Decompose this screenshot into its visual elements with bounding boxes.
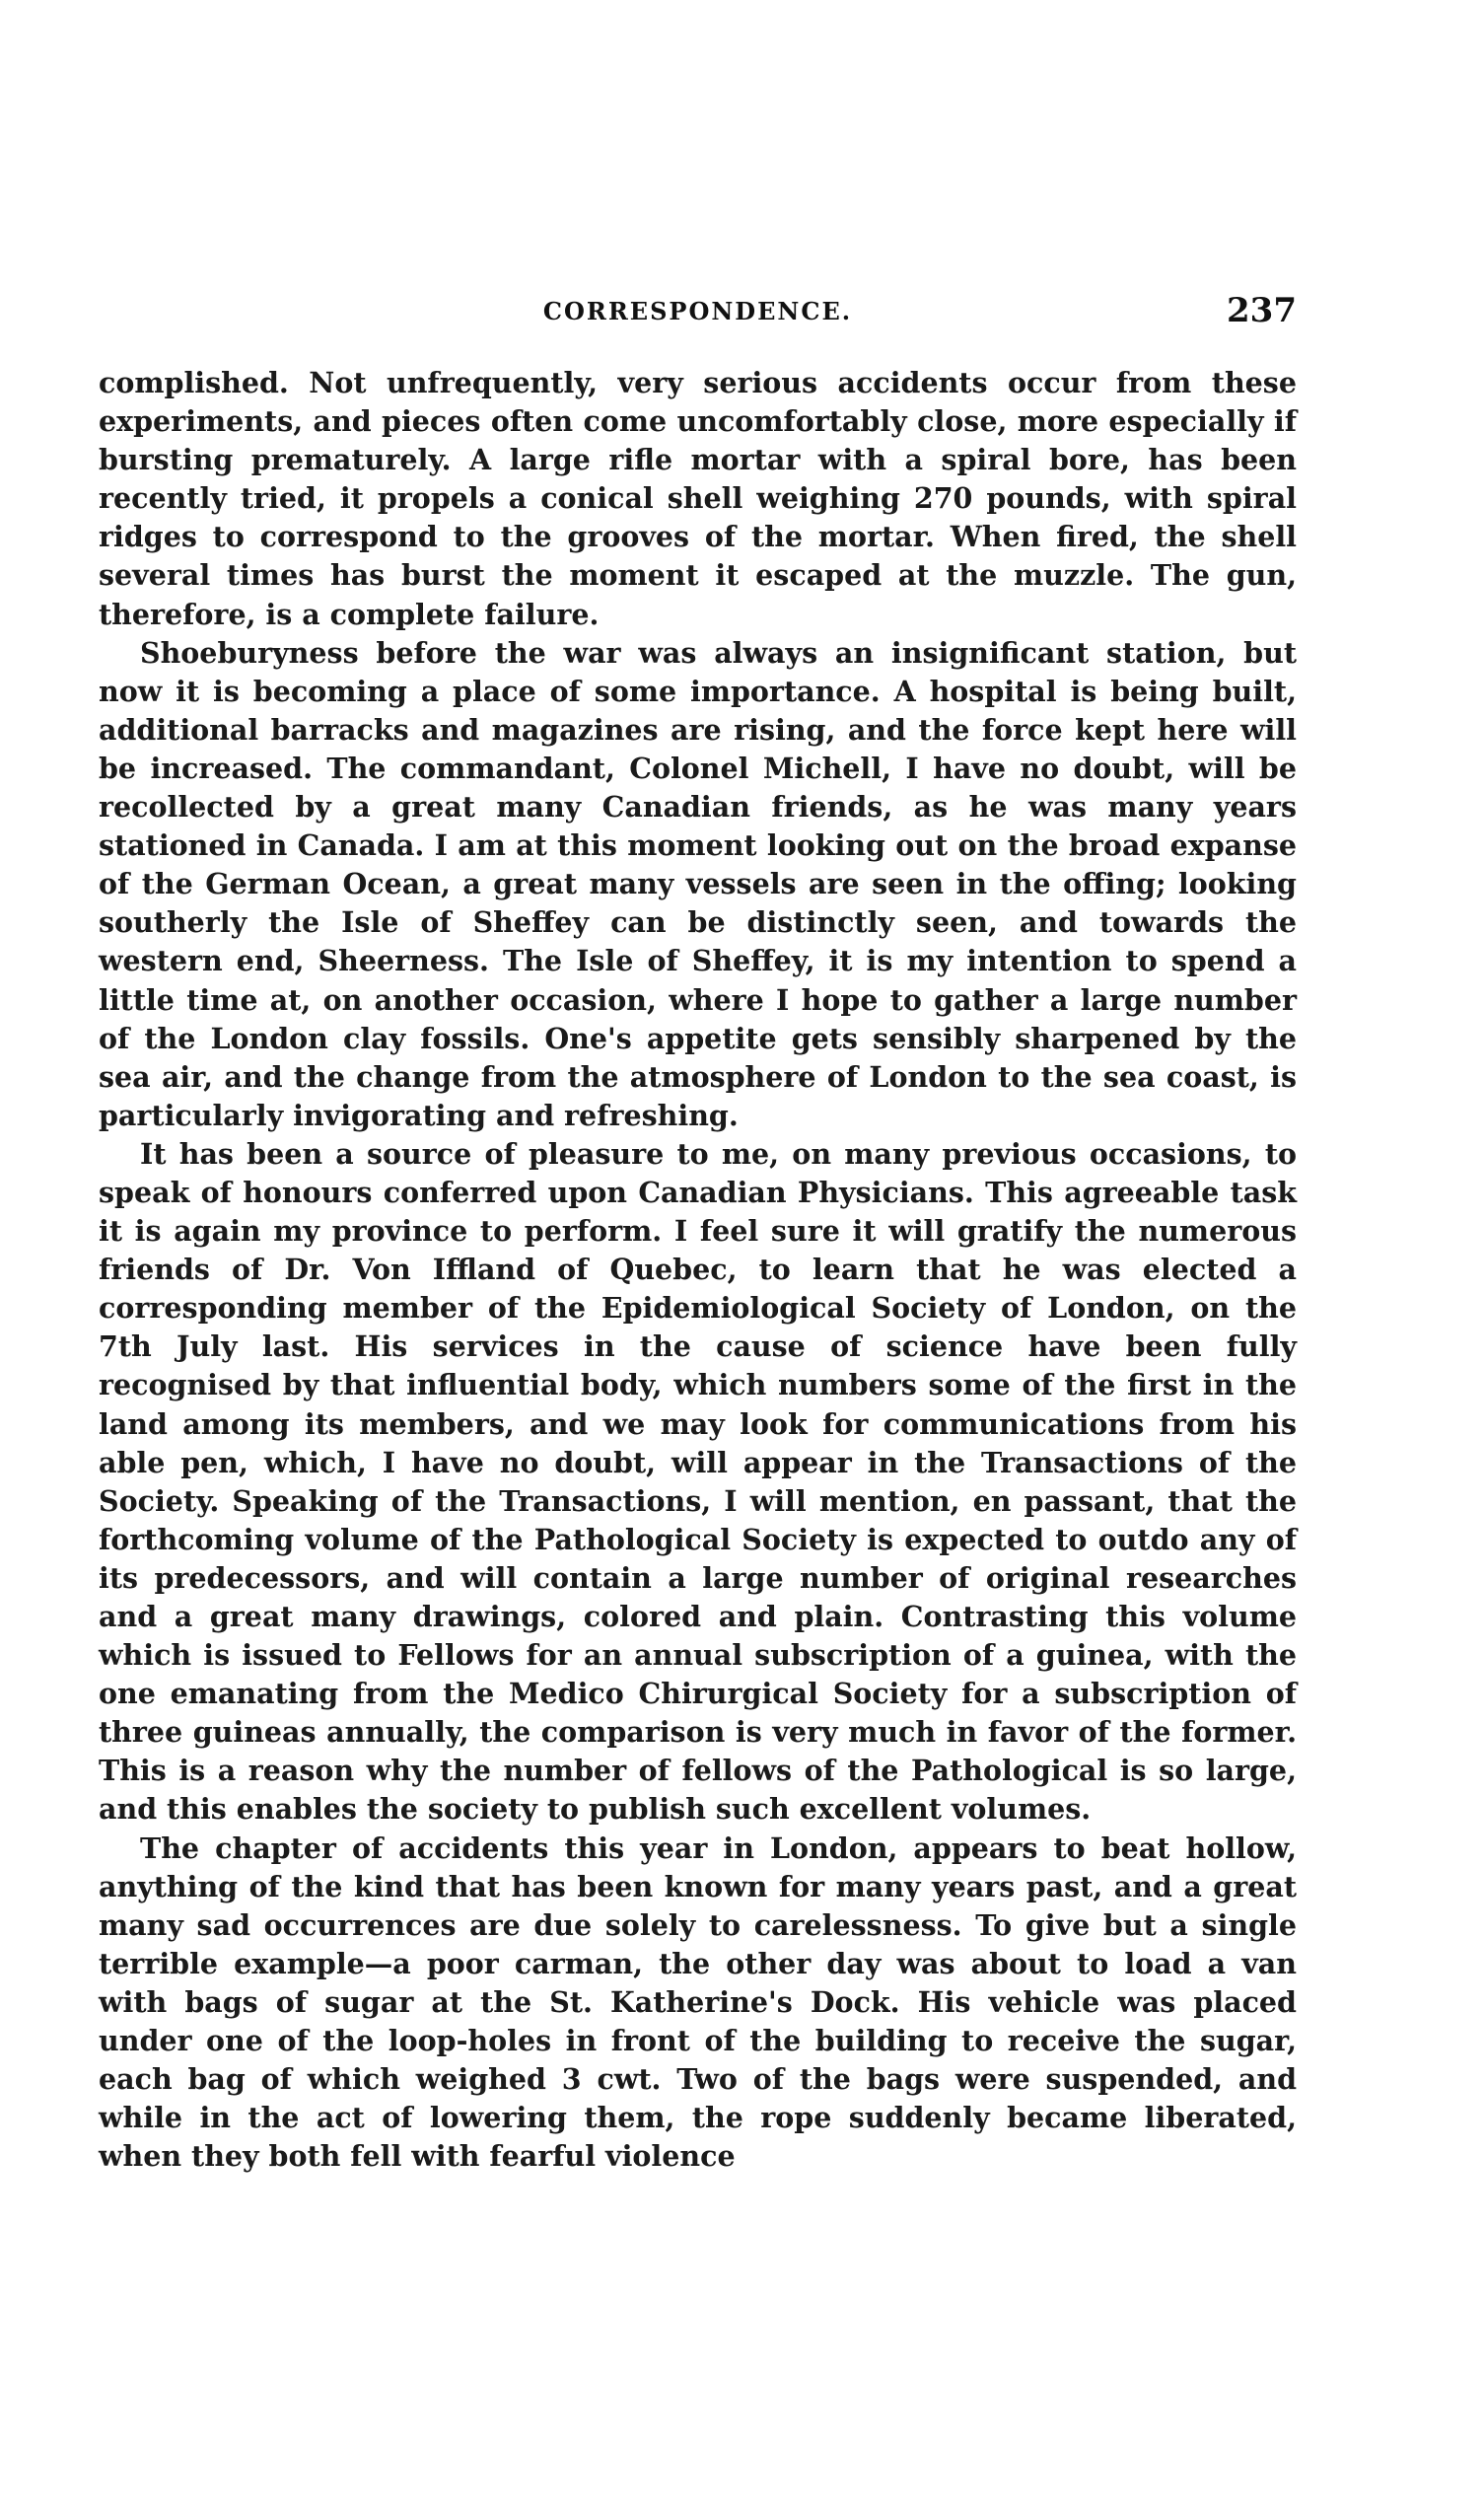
paragraph-2: Shoeburyness before the war was always an insignificant station, but now it is becoming a place of some importance. A hospital is being built, additional barracks and magazines are rising, and the force kept here will be increased. The commandant, Colonel Michell, I have no doubt, will be recollected by a great many Canadian friends, as he was many years stationed in Canada. I am at this moment looking out on the broad expanse of the German Ocean, a great many vessels are seen in the offing; looking southerly the Isle of Sheffey can be distinctly seen, and towards the western end, Sheerness. The Isle of Sheffey, it is my intention to spend a little time at, on another occasion, where I hope to gather a large number of the London clay fossils. One's appetite gets sensibly sharpened by the sea air, and the change from the atmosphere of London to the sea coast, is particularly invigorating and refreshing. (99, 635, 1297, 1132)
running-head (99, 291, 1297, 334)
paragraph-4: The chapter of accidents this year in London, appears to beat hollow, anything of the kind that has been known for many years past, and a great many sad occurrences are due solely to carelessness. To give but a single terrible example—a poor carman, the other day was about to load a van with bags of sugar at the St. Katherine's Dock. His vehicle was placed under one of the loop-holes in front of the building to receive the sugar, each bag of which weighed 3 cwt. Two of the bags were suspended, and while in the act of lowering them, the rope suddenly became liberated, when they both fell with fearful violence (99, 1830, 1297, 2174)
paragraph-1: complished. Not unfrequently, very serious accidents occur from these experiments, and pieces often come uncomfortably close, more especially if bursting prematurely. A large rifle mortar with a spiral bore, has been recently tried, it propels a conical shell weighing 270 pounds, with spiral ridges to correspond to the grooves of the mortar. When fired, the shell several times has burst the moment it escaped at the muzzle. The gun, therefore, is a complete failure. (99, 366, 1297, 631)
running-head-title: CORRESPONDENCE. (542, 297, 853, 325)
paragraph-3: It has been a source of pleasure to me, on many previous occasions, to speak of honours conferred upon Canadian Physicians. This agreeable task it is again my province to perform. I feel sure it will gratify the numerous friends of Dr. Von Iffland of Quebec, to learn that he was elected a corresponding member of the Epidemiological Society of London, on the 7th July last. His services in the cause of science have been fully recognised by that influential body, which numbers some of the first in the land among its members, and we may look for communications from his able pen, which, I have no doubt, will appear in the Transactions of the Society. Speaking of the Transactions, I will mention, en passant, that the forthcoming volume of the Pathological Society is expected to outdo any of its predecessors, and will contain a large number of original researches and a great many drawings, colored and plain. Contrasting this volume which is issued to Fellows for an annual subscription of a guinea, with the one emanating from the Medico Chirurgical Society for a subscription of three guineas annually, the comparison is very much in favor of the former. This is a reason why the number of fellows of the Pathological is so large, and this enables the society to publish such excellent volumes. (99, 1136, 1297, 1827)
document-page (99, 291, 1297, 2176)
page-number: 237 (1227, 291, 1297, 330)
